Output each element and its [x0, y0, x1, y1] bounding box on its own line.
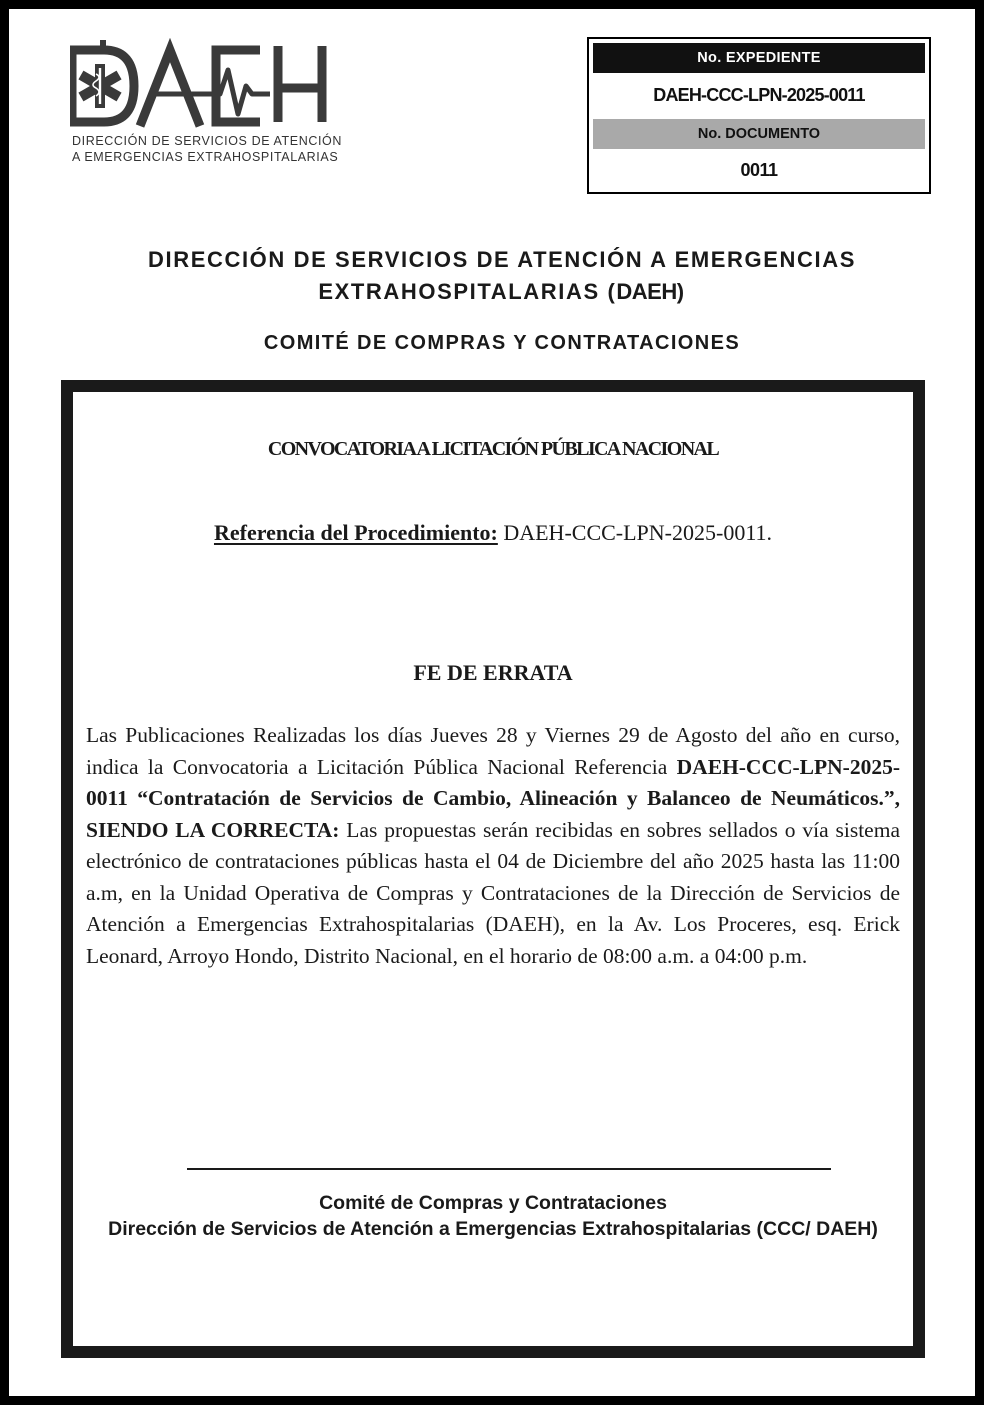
daeh-wordmark [70, 38, 340, 134]
org-acronym: DAEH [616, 279, 677, 304]
body-part2: Las propuestas serán recibidas en sobres sellados o vía sistema electrónico de contrataciones públicas hasta el 04 de Diciembre del año 2025 hasta las 11:00 a.m, en la Unidad Operativa de Compras y Contrataciones de la Dirección de Servicios de Atención a Emergencias Extrahospitalarias (DAEH), en la Av. Los Proceres, esq. Erick Leonard, Arroyo Hondo, Distrito Nacional, en el horario de 08:00 a.m. a 04:00 p.m. [86, 817, 900, 968]
committee-title: COMITÉ DE COMPRAS Y CONTRATACIONES [263, 332, 741, 354]
expediente-label: No. EXPEDIENTE [593, 43, 925, 73]
document-label: No. DOCUMENTO [593, 119, 925, 149]
logo-subtitle-line1: DIRECCIÓN DE SERVICIOS DE ATENCIÓN [72, 134, 342, 148]
signature-line2: Dirección de Servicios de Atención a Emergencias Extrahospitalarias (CCC/ DAEH) [108, 1218, 878, 1240]
star-of-life-icon [78, 64, 121, 108]
logo-subtitle-line2: A EMERGENCIAS EXTRAHOSPITALARIAS [72, 150, 339, 164]
procedure-reference [73, 520, 913, 546]
reference-value: DAEH-CCC-LPN-2025-0011. [497, 520, 773, 545]
expediente-box [587, 37, 931, 194]
document-number: 0011 [740, 160, 778, 180]
organization-title [80, 244, 924, 308]
body-bold: DAEH-CCC-LPN-2025-0011 “Contratación de Servicios de Cambio, Alineación y Balanceo de Neumáticos.”, SIENDO LA CORRECTA: [86, 754, 900, 842]
notice-box [61, 380, 925, 1358]
notice-title: CONVOCATORIA A LICITACIÓN PÚBLICA NACIONAL [267, 438, 719, 460]
signature-line [187, 1168, 831, 1170]
organization-title-line1: DIRECCIÓN DE SERVICIOS DE ATENCIÓN A EMERGENCIAS [148, 247, 856, 272]
reference-label: Referencia del Procedimiento: [213, 520, 498, 545]
org-line2-prefix: EXTRAHOSPITALARIAS ( [318, 279, 617, 304]
expediente-number: DAEH-CCC-LPN-2025-0011 [653, 85, 865, 105]
signature-block [93, 1190, 893, 1242]
body-part1: Las Publicaciones Realizadas los días Jueves 28 y Viernes 29 de Agosto del año en curso, indica la Convocatoria a Licitación Pública Nacional Referencia [86, 723, 900, 779]
errata-title: FE DE ERRATA [413, 660, 573, 685]
daeh-logo [70, 38, 340, 168]
errata-body [86, 720, 900, 972]
org-line2-suffix: ) [676, 279, 686, 304]
signature-line1: Comité de Compras y Contrataciones [319, 1192, 667, 1214]
organization-title-line2 [80, 276, 924, 308]
